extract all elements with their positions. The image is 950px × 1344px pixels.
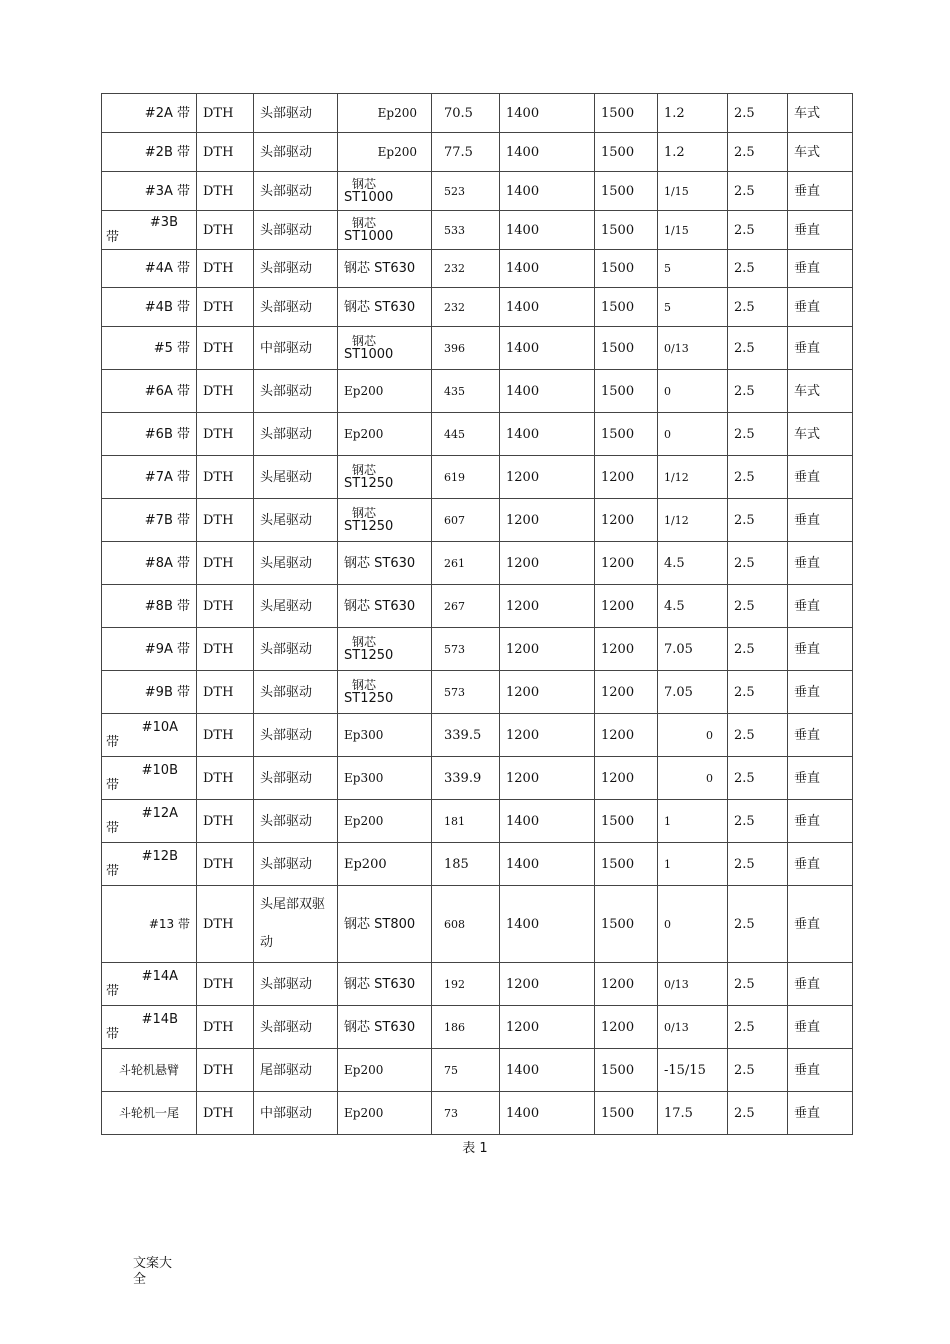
cell-text: #10A <box>141 720 178 735</box>
cell-belt: Ep200 <box>338 133 432 172</box>
cell-text: 带 <box>106 984 120 999</box>
cell-conveyor-name: #13 带 <box>102 886 197 963</box>
cell-width: 1400 <box>500 94 595 133</box>
cell-width: 1400 <box>500 288 595 327</box>
cell-text: ST1250 <box>344 519 394 534</box>
cell-width: 1200 <box>500 499 595 542</box>
cell-slope: 0 <box>658 714 728 757</box>
cell-speed: 1500 <box>595 370 658 413</box>
cell-type: DTH <box>197 211 254 250</box>
cell-length: 435 <box>432 370 500 413</box>
cell-conveyor-name: #6B 带 <box>102 413 197 456</box>
cell-value: 2.5 <box>728 886 788 963</box>
cell-belt <box>338 499 432 542</box>
cell-speed: 1500 <box>595 288 658 327</box>
cell-conveyor-name: #9B 带 <box>102 671 197 714</box>
cell-belt: 钢芯 ST630 <box>338 288 432 327</box>
cell-length: 607 <box>432 499 500 542</box>
cell-speed: 1500 <box>595 413 658 456</box>
cell-length: 523 <box>432 172 500 211</box>
cell-tension: 垂直 <box>788 288 853 327</box>
cell-belt: 钢芯 ST630 <box>338 1006 432 1049</box>
cell-speed: 1200 <box>595 499 658 542</box>
table-row <box>102 327 853 370</box>
cell-tension: 垂直 <box>788 542 853 585</box>
cell-value: 2.5 <box>728 456 788 499</box>
cell-speed: 1200 <box>595 757 658 800</box>
cell-width: 1400 <box>500 172 595 211</box>
cell-conveyor-name <box>102 963 197 1006</box>
cell-drive: 头部驱动 <box>254 843 338 886</box>
cell-speed: 1500 <box>595 94 658 133</box>
cell-conveyor-name <box>102 714 197 757</box>
cell-slope: 1/15 <box>658 172 728 211</box>
cell-belt <box>338 671 432 714</box>
cell-slope: 1.2 <box>658 94 728 133</box>
cell-type: DTH <box>197 714 254 757</box>
cell-belt: Ep200 <box>338 94 432 133</box>
cell-value: 2.5 <box>728 94 788 133</box>
cell-width: 1200 <box>500 963 595 1006</box>
cell-length: 261 <box>432 542 500 585</box>
cell-value: 2.5 <box>728 843 788 886</box>
table-row <box>102 1092 853 1135</box>
table-row <box>102 843 853 886</box>
cell-type: DTH <box>197 886 254 963</box>
cell-length: 533 <box>432 211 500 250</box>
cell-width: 1400 <box>500 1092 595 1135</box>
cell-text: #12A <box>141 806 178 821</box>
cell-belt: 钢芯 ST630 <box>338 250 432 288</box>
table-row <box>102 94 853 133</box>
cell-slope: 1/15 <box>658 211 728 250</box>
cell-drive: 头部驱动 <box>254 628 338 671</box>
table-row <box>102 413 853 456</box>
cell-value: 2.5 <box>728 757 788 800</box>
cell-speed: 1200 <box>595 963 658 1006</box>
cell-tension: 垂直 <box>788 211 853 250</box>
cell-type: DTH <box>197 671 254 714</box>
cell-drive: 头尾部双驱动 <box>254 886 338 963</box>
cell-slope: 4.5 <box>658 542 728 585</box>
cell-drive: 头部驱动 <box>254 671 338 714</box>
table-body <box>102 94 853 1135</box>
cell-slope: -15/15 <box>658 1049 728 1092</box>
cell-tension: 垂直 <box>788 886 853 963</box>
cell-type: DTH <box>197 250 254 288</box>
cell-text: 带 <box>106 735 120 750</box>
cell-text: ST1250 <box>344 648 394 663</box>
table-row <box>102 370 853 413</box>
cell-slope: 0/13 <box>658 1006 728 1049</box>
cell-tension: 车式 <box>788 370 853 413</box>
cell-text: 钢芯 <box>352 216 377 230</box>
cell-tension: 垂直 <box>788 671 853 714</box>
cell-text: 带 <box>106 864 120 879</box>
cell-speed: 1200 <box>595 1006 658 1049</box>
cell-type: DTH <box>197 843 254 886</box>
cell-value: 2.5 <box>728 628 788 671</box>
cell-conveyor-name: #6A 带 <box>102 370 197 413</box>
cell-drive: 头部驱动 <box>254 133 338 172</box>
cell-length: 619 <box>432 456 500 499</box>
cell-conveyor-name <box>102 843 197 886</box>
cell-type: DTH <box>197 288 254 327</box>
cell-speed: 1200 <box>595 542 658 585</box>
cell-speed: 1500 <box>595 211 658 250</box>
cell-width: 1200 <box>500 757 595 800</box>
cell-width: 1400 <box>500 133 595 172</box>
table-row <box>102 542 853 585</box>
cell-speed: 1500 <box>595 843 658 886</box>
cell-value: 2.5 <box>728 1092 788 1135</box>
cell-speed: 1500 <box>595 886 658 963</box>
cell-tension: 垂直 <box>788 1092 853 1135</box>
cell-conveyor-name: #9A 带 <box>102 628 197 671</box>
cell-length: 70.5 <box>432 94 500 133</box>
cell-width: 1400 <box>500 250 595 288</box>
table-row <box>102 1049 853 1092</box>
cell-slope: 0/13 <box>658 963 728 1006</box>
cell-text: ST1250 <box>344 476 394 491</box>
cell-slope: 1 <box>658 843 728 886</box>
cell-speed: 1200 <box>595 628 658 671</box>
cell-drive: 头部驱动 <box>254 1006 338 1049</box>
cell-width: 1400 <box>500 327 595 370</box>
cell-tension: 垂直 <box>788 499 853 542</box>
cell-value: 2.5 <box>728 288 788 327</box>
cell-drive: 头部驱动 <box>254 211 338 250</box>
cell-length: 608 <box>432 886 500 963</box>
cell-drive: 中部驱动 <box>254 327 338 370</box>
cell-width: 1200 <box>500 456 595 499</box>
cell-tension: 车式 <box>788 94 853 133</box>
cell-conveyor-name: #8A 带 <box>102 542 197 585</box>
cell-text: ST1000 <box>344 190 394 205</box>
cell-conveyor-name: #2A 带 <box>102 94 197 133</box>
cell-width: 1400 <box>500 800 595 843</box>
cell-length: 185 <box>432 843 500 886</box>
cell-width: 1400 <box>500 886 595 963</box>
table-row <box>102 172 853 211</box>
cell-value: 2.5 <box>728 800 788 843</box>
cell-length: 573 <box>432 628 500 671</box>
cell-belt <box>338 327 432 370</box>
cell-value: 2.5 <box>728 370 788 413</box>
cell-value: 2.5 <box>728 1006 788 1049</box>
cell-tension: 垂直 <box>788 456 853 499</box>
cell-belt: 钢芯 ST630 <box>338 963 432 1006</box>
cell-length: 339.9 <box>432 757 500 800</box>
cell-length: 396 <box>432 327 500 370</box>
cell-length: 192 <box>432 963 500 1006</box>
cell-drive: 头部驱动 <box>254 94 338 133</box>
cell-conveyor-name <box>102 211 197 250</box>
cell-tension: 垂直 <box>788 172 853 211</box>
cell-speed: 1500 <box>595 1092 658 1135</box>
cell-belt: Ep300 <box>338 714 432 757</box>
cell-conveyor-name: #2B 带 <box>102 133 197 172</box>
cell-type: DTH <box>197 1092 254 1135</box>
cell-width: 1400 <box>500 370 595 413</box>
cell-conveyor-name: #8B 带 <box>102 585 197 628</box>
cell-conveyor-name: #7B 带 <box>102 499 197 542</box>
cell-width: 1400 <box>500 1049 595 1092</box>
cell-conveyor-name: 斗轮机一尾 <box>102 1092 197 1135</box>
cell-width: 1400 <box>500 413 595 456</box>
cell-drive: 尾部驱动 <box>254 1049 338 1092</box>
table-row <box>102 671 853 714</box>
table-row <box>102 456 853 499</box>
cell-slope: 1 <box>658 800 728 843</box>
cell-text: ST1250 <box>344 691 394 706</box>
cell-slope: 0 <box>658 886 728 963</box>
cell-value: 2.5 <box>728 542 788 585</box>
cell-text: #10B <box>141 763 178 778</box>
cell-type: DTH <box>197 963 254 1006</box>
cell-type: DTH <box>197 413 254 456</box>
cell-tension: 垂直 <box>788 585 853 628</box>
cell-text: #14B <box>141 1012 178 1027</box>
cell-slope: 1/12 <box>658 499 728 542</box>
cell-belt <box>338 172 432 211</box>
cell-type: DTH <box>197 499 254 542</box>
cell-slope: 5 <box>658 288 728 327</box>
cell-belt: 钢芯 ST630 <box>338 585 432 628</box>
cell-type: DTH <box>197 542 254 585</box>
cell-drive: 头部驱动 <box>254 250 338 288</box>
cell-value: 2.5 <box>728 250 788 288</box>
table-row <box>102 714 853 757</box>
table-row <box>102 250 853 288</box>
cell-conveyor-name: #7A 带 <box>102 456 197 499</box>
cell-type: DTH <box>197 800 254 843</box>
cell-belt: 钢芯 ST800 <box>338 886 432 963</box>
cell-drive: 头部驱动 <box>254 800 338 843</box>
table-row <box>102 628 853 671</box>
cell-tension: 垂直 <box>788 843 853 886</box>
cell-slope: 0 <box>658 413 728 456</box>
cell-slope: 1/12 <box>658 456 728 499</box>
cell-text: #12B <box>141 849 178 864</box>
cell-slope: 4.5 <box>658 585 728 628</box>
cell-speed: 1500 <box>595 327 658 370</box>
cell-width: 1400 <box>500 843 595 886</box>
cell-type: DTH <box>197 1049 254 1092</box>
cell-speed: 1500 <box>595 250 658 288</box>
cell-length: 181 <box>432 800 500 843</box>
cell-length: 186 <box>432 1006 500 1049</box>
cell-type: DTH <box>197 585 254 628</box>
cell-drive: 头部驱动 <box>254 757 338 800</box>
cell-tension: 垂直 <box>788 327 853 370</box>
cell-text: 钢芯 <box>352 635 377 649</box>
cell-speed: 1200 <box>595 714 658 757</box>
cell-width: 1200 <box>500 671 595 714</box>
cell-type: DTH <box>197 757 254 800</box>
cell-belt: 钢芯 ST630 <box>338 542 432 585</box>
cell-slope: 1.2 <box>658 133 728 172</box>
cell-tension: 垂直 <box>788 757 853 800</box>
cell-speed: 1500 <box>595 800 658 843</box>
cell-text: 带 <box>106 1027 120 1042</box>
cell-width: 1200 <box>500 1006 595 1049</box>
table-row <box>102 886 853 963</box>
cell-length: 73 <box>432 1092 500 1135</box>
cell-value: 2.5 <box>728 671 788 714</box>
cell-value: 2.5 <box>728 172 788 211</box>
cell-conveyor-name: #3A 带 <box>102 172 197 211</box>
cell-belt: Ep300 <box>338 757 432 800</box>
cell-value: 2.5 <box>728 327 788 370</box>
cell-tension: 垂直 <box>788 714 853 757</box>
cell-type: DTH <box>197 133 254 172</box>
conveyor-spec-table <box>101 93 853 1135</box>
table-row <box>102 288 853 327</box>
table-row <box>102 211 853 250</box>
cell-tension: 垂直 <box>788 800 853 843</box>
cell-text: 钢芯 <box>352 177 377 191</box>
cell-slope: 7.05 <box>658 628 728 671</box>
cell-value: 2.5 <box>728 714 788 757</box>
cell-tension: 垂直 <box>788 1006 853 1049</box>
cell-slope: 5 <box>658 250 728 288</box>
cell-speed: 1500 <box>595 172 658 211</box>
cell-tension: 车式 <box>788 133 853 172</box>
cell-text: 带 <box>106 230 120 245</box>
cell-value: 2.5 <box>728 211 788 250</box>
cell-speed: 1200 <box>595 585 658 628</box>
cell-speed: 1500 <box>595 133 658 172</box>
cell-tension: 车式 <box>788 413 853 456</box>
cell-value: 2.5 <box>728 499 788 542</box>
cell-value: 2.5 <box>728 585 788 628</box>
cell-drive: 头部驱动 <box>254 288 338 327</box>
cell-text: 钢芯 <box>352 506 377 520</box>
cell-text: 带 <box>106 778 120 793</box>
cell-tension: 垂直 <box>788 628 853 671</box>
cell-drive: 头部驱动 <box>254 370 338 413</box>
cell-tension: 垂直 <box>788 1049 853 1092</box>
cell-text: ST1000 <box>344 347 394 362</box>
cell-text: ST1000 <box>344 229 394 244</box>
cell-text: #3B <box>149 215 178 230</box>
cell-width: 1200 <box>500 585 595 628</box>
cell-length: 77.5 <box>432 133 500 172</box>
cell-drive: 头尾驱动 <box>254 542 338 585</box>
cell-speed: 1200 <box>595 671 658 714</box>
cell-drive: 头尾驱动 <box>254 456 338 499</box>
cell-width: 1200 <box>500 714 595 757</box>
cell-type: DTH <box>197 327 254 370</box>
cell-drive: 头部驱动 <box>254 963 338 1006</box>
cell-text: 钢芯 <box>352 334 377 348</box>
cell-length: 232 <box>432 250 500 288</box>
table-row <box>102 585 853 628</box>
cell-conveyor-name: #5 带 <box>102 327 197 370</box>
cell-width: 1200 <box>500 542 595 585</box>
cell-drive: 头部驱动 <box>254 714 338 757</box>
cell-belt: Ep200 <box>338 800 432 843</box>
cell-length: 339.5 <box>432 714 500 757</box>
table-caption: 表 1 <box>462 1141 488 1156</box>
cell-value: 2.5 <box>728 133 788 172</box>
cell-conveyor-name <box>102 757 197 800</box>
cell-conveyor-name: #4A 带 <box>102 250 197 288</box>
table-row <box>102 963 853 1006</box>
cell-conveyor-name: 斗轮机悬臂 <box>102 1049 197 1092</box>
table-row <box>102 1006 853 1049</box>
cell-text: 钢芯 <box>352 463 377 477</box>
cell-length: 573 <box>432 671 500 714</box>
cell-belt <box>338 211 432 250</box>
table-row <box>102 757 853 800</box>
cell-text: 带 <box>106 821 120 836</box>
cell-value: 2.5 <box>728 963 788 1006</box>
cell-type: DTH <box>197 94 254 133</box>
cell-belt <box>338 456 432 499</box>
cell-belt: Ep200 <box>338 1049 432 1092</box>
cell-type: DTH <box>197 370 254 413</box>
table-row <box>102 499 853 542</box>
cell-width: 1200 <box>500 628 595 671</box>
cell-length: 445 <box>432 413 500 456</box>
cell-length: 267 <box>432 585 500 628</box>
cell-value: 2.5 <box>728 1049 788 1092</box>
page-footer: 文案大全 <box>133 1256 173 1287</box>
cell-drive: 头部驱动 <box>254 413 338 456</box>
cell-text: 钢芯 <box>352 678 377 692</box>
cell-tension: 垂直 <box>788 250 853 288</box>
cell-conveyor-name <box>102 800 197 843</box>
table-row <box>102 800 853 843</box>
cell-type: DTH <box>197 172 254 211</box>
cell-conveyor-name: #4B 带 <box>102 288 197 327</box>
cell-text: #14A <box>141 969 178 984</box>
cell-width: 1400 <box>500 211 595 250</box>
cell-belt: Ep200 <box>338 1092 432 1135</box>
cell-slope: 7.05 <box>658 671 728 714</box>
cell-speed: 1500 <box>595 1049 658 1092</box>
cell-conveyor-name <box>102 1006 197 1049</box>
cell-drive: 头尾驱动 <box>254 499 338 542</box>
cell-slope: 17.5 <box>658 1092 728 1135</box>
cell-slope: 0/13 <box>658 327 728 370</box>
cell-slope: 0 <box>658 757 728 800</box>
cell-length: 232 <box>432 288 500 327</box>
table-row <box>102 133 853 172</box>
cell-drive: 头尾驱动 <box>254 585 338 628</box>
cell-type: DTH <box>197 456 254 499</box>
cell-type: DTH <box>197 628 254 671</box>
cell-value: 2.5 <box>728 413 788 456</box>
cell-belt <box>338 628 432 671</box>
cell-tension: 垂直 <box>788 963 853 1006</box>
cell-slope: 0 <box>658 370 728 413</box>
cell-belt: Ep200 <box>338 370 432 413</box>
cell-speed: 1200 <box>595 456 658 499</box>
cell-length: 75 <box>432 1049 500 1092</box>
cell-type: DTH <box>197 1006 254 1049</box>
cell-drive: 头部驱动 <box>254 172 338 211</box>
cell-belt: Ep200 <box>338 843 432 886</box>
cell-drive: 中部驱动 <box>254 1092 338 1135</box>
cell-belt: Ep200 <box>338 413 432 456</box>
